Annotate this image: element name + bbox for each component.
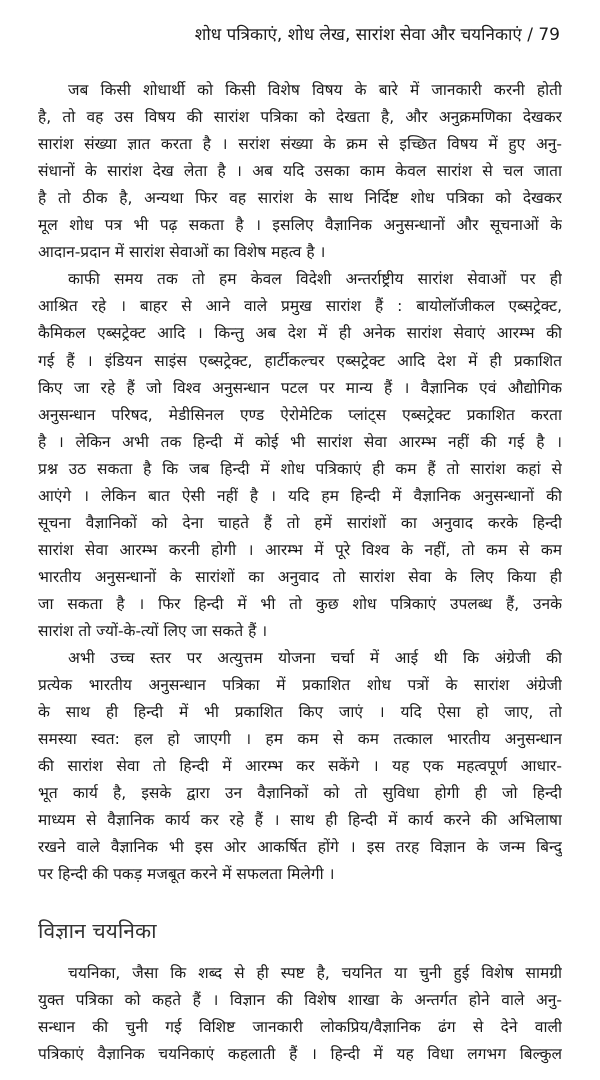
text-line: आएंगे । लेकिन बात ऐसी नहीं है । यदि हम हिन्दी में वैज्ञानिक अनुसन्धानों की [38,486,562,505]
text-line: सूचना वैज्ञानिकों को देना चाहते हैं तो हमें सारांशों का अनुवाद करके हिन्दी [38,513,562,532]
text-line: चयनिका, जैसा कि शब्द से ही स्पष्ट है, चयनित या चुनी हुई विशेष सामग्री [68,964,562,982]
text-line: आश्रित रहे । बाहर से आने वाले प्रमुख सारांश हैं : बायोलॉजीकल एब्सट्रेक्ट, [38,297,562,316]
text-line: अभी उच्च स्तर पर अत्युत्तम योजना चर्चा में आई थी कि अंग्रेजी की [68,649,562,668]
text-line: पत्रिकाएं वैज्ञानिक चयनिकाएं कहलाती हैं । हिन्दी में यह विधा लगभग बिल्कुल [38,1045,562,1064]
text-line: पर हिन्दी की पकड़ मजबूत करने में सफलता मिलेगी । [38,865,335,884]
text-line: की सारांश सेवा तो हिन्दी में आरम्भ कर सकेंगे । यह एक महत्वपूर्ण आधार- [38,757,562,776]
text-line: किए जा रहे हैं जो विश्व अनुसन्धान पटल पर मान्य हैं । वैज्ञानिक एवं औद्योगिक [38,378,562,397]
text-line: सारांश सेवा आरम्भ करनी होगी । आरम्भ में पूरे विश्व के नहीं, तो कम से कम [38,540,562,559]
text-line: काफी समय तक तो हम केवल विदेशी अन्तर्राष्ट्रीय सारांश सेवाओं पर ही [68,270,562,289]
text-line: जब किसी शोधार्थी को किसी विशेष विषय के बारे में जानकारी करनी होती [68,81,562,99]
text-line: अनुसन्धान परिषद, मेडीसिनल एण्ड ऐरोमेटिक प्लांट्स एब्सट्रेक्ट प्रकाशित करता [38,405,562,424]
text-line: युक्त पत्रिका को कहते हैं । विज्ञान की विशेष शाखा के अन्तर्गत होने वाले अनु- [38,991,562,1010]
text-line: माध्यम से वैज्ञानिक कार्य कर रहे हैं । साथ ही हिन्दी में कार्य करने की अभिलाषा [38,811,562,830]
text-line: समस्या स्वत: हल हो जाएगी । हम कम से कम तत्काल भारतीय अनुसन्धान [38,730,562,749]
text-line: सन्धान की चुनी गई विशिष्ट जानकारी लोकप्रिय/वैज्ञानिक ढंग से देने वाली [38,1018,562,1037]
text-line: रखने वाले वैज्ञानिक भी इस ओर आकर्षित होंगे । इस तरह विज्ञान के जन्म बिन्दु [38,838,562,857]
text-line: है तो ठीक है, अन्यथा फिर वह सारांश के साथ निर्दिष्ट शोध पत्रिका को देखकर [38,189,562,208]
text-line: प्रश्न उठ सकता है कि जब हिन्दी में शोध पत्रिकाएं ही कम हैं तो सारांश कहां से [38,459,562,478]
text-line: है, तो वह उस विषय की सारांश पत्रिका को देखता है, और अनुक्रमणिका देखकर [38,108,562,127]
text-line: है । लेकिन अभी तक हिन्दी में कोई भी सारांश सेवा आरम्भ नहीं की गई है । [38,432,562,451]
text-line: सारांश तो ज्यों-के-त्यों लिए जा सकते हैं । [38,622,268,640]
text-line: सारांश संख्या ज्ञात करता है । सरांश संख्या के क्रम से इच्छित विषय में हुए अनु- [38,135,562,154]
text-line: के साथ ही हिन्दी में भी प्रकाशित किए जाएं । यदि ऐसा हो जाए, तो [38,703,562,722]
running-header: शोध पत्रिकाएं, शोध लेख, सारांश सेवा और चयनिकाएं / 79 [194,25,560,45]
text-line: मूल शोध पत्र भी पढ़ सकता है । इसलिए वैज्ञानिक अनुसन्धानों और सूचनाओं के [38,216,562,235]
section-heading: विज्ञान चयनिका [38,919,157,943]
text-line: प्रत्येक भारतीय अनुसन्धान पत्रिका में प्रकाशित शोध पत्रों के सारांश अंग्रेजी [38,676,562,695]
text-line: कैमिकल एब्सट्रेक्ट आदि । किन्तु अब देश में ही अनेक सारांश सेवाएं आरम्भ की [38,324,562,343]
text-line: जा सकता है । फिर हिन्दी में भी तो कुछ शोध पत्रिकाएं उपलब्ध हैं, उनके [38,594,562,613]
text-line: गई हैं । इंडियन साइंस एब्सट्रेक्ट, हार्टीकल्चर एब्सट्रेक्ट आदि देश में ही प्रकाशित [38,351,562,370]
text-line: संधानों के सारांश देख लेता है । अब यदि उसका काम केवल सारांश से चल जाता [38,162,562,181]
text-line: भारतीय अनुसन्धानों के सारांशों का अनुवाद तो सारांश सेवा के लिए किया ही [38,567,562,586]
text-line: आदान-प्रदान में सारांश सेवाओं का विशेष महत्व है । [38,243,326,262]
text-line: भूत कार्य है, इसके द्वारा उन वैज्ञानिकों को तो सुविधा होगी ही जो हिन्दी [38,784,562,803]
